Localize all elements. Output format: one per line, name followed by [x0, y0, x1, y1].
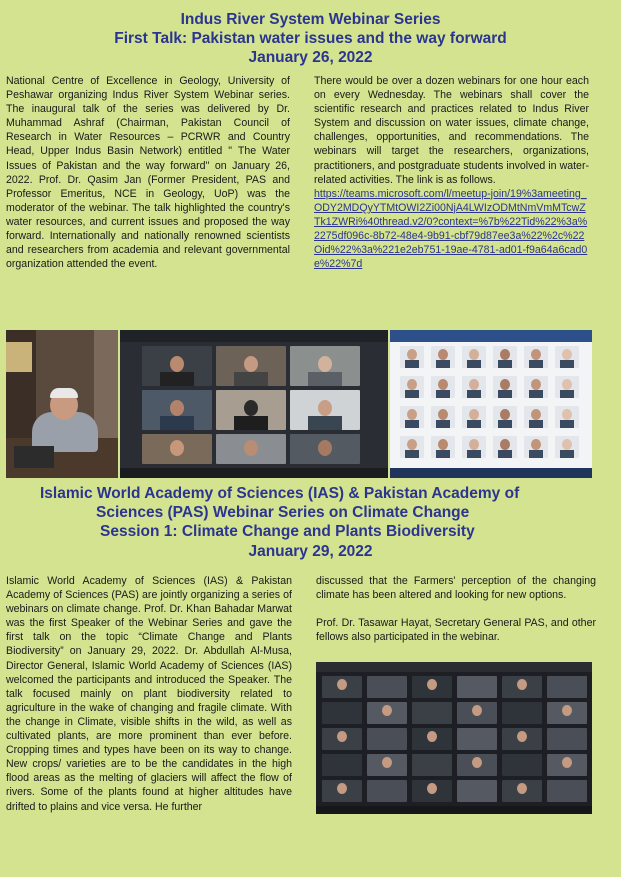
participant-tile — [462, 406, 486, 428]
speaker-photo — [6, 330, 118, 478]
participant-tile — [524, 406, 548, 428]
participant-tile — [524, 376, 548, 398]
section2-right-column — [316, 574, 596, 644]
participant-tile — [322, 676, 362, 698]
participant-tile — [555, 436, 579, 458]
section2-right-paragraph-1: discussed that the Farmers' perception of the changing climate has been altered and looking for new options. — [316, 575, 596, 602]
section1-right-column — [314, 74, 589, 271]
participant-tile — [547, 780, 587, 802]
participant-tile — [493, 346, 517, 368]
participant-tile — [462, 376, 486, 398]
participant-tile — [431, 436, 455, 458]
participant-tile — [400, 406, 424, 428]
participant-tile — [555, 376, 579, 398]
section1-left-column — [6, 74, 290, 271]
participant-tile — [502, 728, 542, 750]
participant-tile — [431, 376, 455, 398]
participant-tile — [462, 346, 486, 368]
participant-tile — [431, 406, 455, 428]
participant-tile — [555, 346, 579, 368]
participant-tile — [412, 754, 452, 776]
participant-tile — [367, 754, 407, 776]
participant-tile — [457, 754, 497, 776]
participant-tile — [431, 346, 455, 368]
participant-tile — [502, 676, 542, 698]
participant-tile — [400, 436, 424, 458]
section2-title-line2: Sciences (PAS) Webinar Series on Climate Change — [96, 504, 470, 521]
participant-tile — [322, 702, 362, 724]
participant-tile — [457, 780, 497, 802]
participant-tile — [367, 728, 407, 750]
video-call-screenshot-3 — [316, 662, 592, 814]
participant-tile — [502, 702, 542, 724]
participant-tile — [412, 728, 452, 750]
section2-left-column — [6, 574, 292, 814]
participant-tile — [457, 728, 497, 750]
participant-tile — [367, 780, 407, 802]
participant-tile — [400, 376, 424, 398]
section2-title-line1: Islamic World Academy of Sciences (IAS) & Pakistan Academy of — [40, 485, 520, 502]
participant-tile — [412, 780, 452, 802]
participant-tile — [412, 676, 452, 698]
participant-tile — [547, 728, 587, 750]
participant-tile — [555, 406, 579, 428]
participant-tile — [412, 702, 452, 724]
participant-tile — [367, 676, 407, 698]
talk-title: First Talk: Pakistan water issues and the way forward — [114, 30, 507, 47]
participant-tile — [524, 436, 548, 458]
participant-tile — [462, 436, 486, 458]
section1-right-paragraph: There would be over a dozen webinars for one hour each on every Wednesday. The webinars shall cover the scientific research and practices related to Indus River System and discussion on water issues, climate change, challenges, opportunities, and recommendations. The webinars will target the researchers, organizations, practitioners, and postgraduate students involved in water-related activities. The link is as follows. — [314, 75, 589, 186]
session-title: Session 1: Climate Change and Plants Biodiversity — [100, 523, 475, 540]
section1-left-paragraph: National Centre of Excellence in Geology, University of Peshawar organizing Indus River System Webinar series. The inaugural talk of the series was delivered by Dr. Muhammad Ashraf (Chairman, Pakistan Council of Research in Water Resources – PCRWR and Country Head, Upper Indus Basin Network) entitled " The Water Issues of Pakistan and the way forward" on January 26, 2022. Prof. Dr. Qasim Jan (Former President, PAS and Professor Emeritus, NCE in Geology, UoP) was the moderator of the webinar. The talk highlighted the country's water resources, and current issues and proposed the way forward. Internationally and nationally renowned scientists and researchers from academia and relevant governmental organization attended the event. — [6, 75, 290, 271]
participant-tile — [493, 436, 517, 458]
participant-tile — [502, 754, 542, 776]
participant-tile — [547, 754, 587, 776]
participant-tile — [502, 780, 542, 802]
talk-date: January 26, 2022 — [248, 49, 373, 66]
participant-tile — [547, 702, 587, 724]
participant-tile — [524, 346, 548, 368]
video-call-screenshot-2 — [390, 330, 592, 478]
section2-left-paragraph: Islamic World Academy of Sciences (IAS) & Pakistan Academy of Sciences (PAS) are jointly organizing a series of webinars on climate change. Prof. Dr. Khan Bahadar Marwat was the first Speaker of the Webinar Series and gave the first talk on the topic “Climate Change and Plants Biodiversity” on January 29, 2022. Dr. Abdullah Al-Musa, Director General, Islamic World Academy of Sciences (IAS) welcomed the participants and introduced the Speaker. The talk focused mainly on plant biodiversity related to agriculture in the wake of changing and fragile climate. With the change in Climate, visible shifts in the wild, as well as cultivated plants, are more prominent than ever before. Cropping times and types have been on its way to change. New crops/ varieties are to be the candidates in the high flood areas as the melting of glaciers will affect the flow of rivers. Some of the plants found at higher altitudes have drifted to plains and vice versa. He further — [6, 575, 292, 813]
meeting-link[interactable]: https://teams.microsoft.com/l/meetup-join/19%3ameeting_ODY2MDQyYTMtOWI2Zi00NjA4LWIzODMtNmVmMTcwZTk1ZWRi%40thread.v2/0?context=%7b%22Tid%22%3a%2275df096c-8b72-48e4-9b91-cbf79d87ee3a%22%2c%22Oid%22%3a%221e2eb751-19ae-4781-ad01-f9a64a6cad0e%22%7d — [314, 187, 588, 271]
section2-right-paragraph-2: Prof. Dr. Tasawar Hayat, Secretary General PAS, and other fellows also participated in the webinar. — [316, 617, 596, 644]
participant-tile — [367, 702, 407, 724]
participant-tile — [457, 676, 497, 698]
participant-tile — [322, 728, 362, 750]
participant-tile — [322, 780, 362, 802]
participant-tile — [493, 406, 517, 428]
participant-tile — [400, 346, 424, 368]
participant-tile — [547, 676, 587, 698]
session-date: January 29, 2022 — [248, 543, 373, 560]
participant-tile — [457, 702, 497, 724]
participant-tile — [493, 376, 517, 398]
video-call-screenshot-1 — [120, 330, 388, 478]
participant-tile — [322, 754, 362, 776]
series-title: Indus River System Webinar Series — [180, 11, 441, 28]
